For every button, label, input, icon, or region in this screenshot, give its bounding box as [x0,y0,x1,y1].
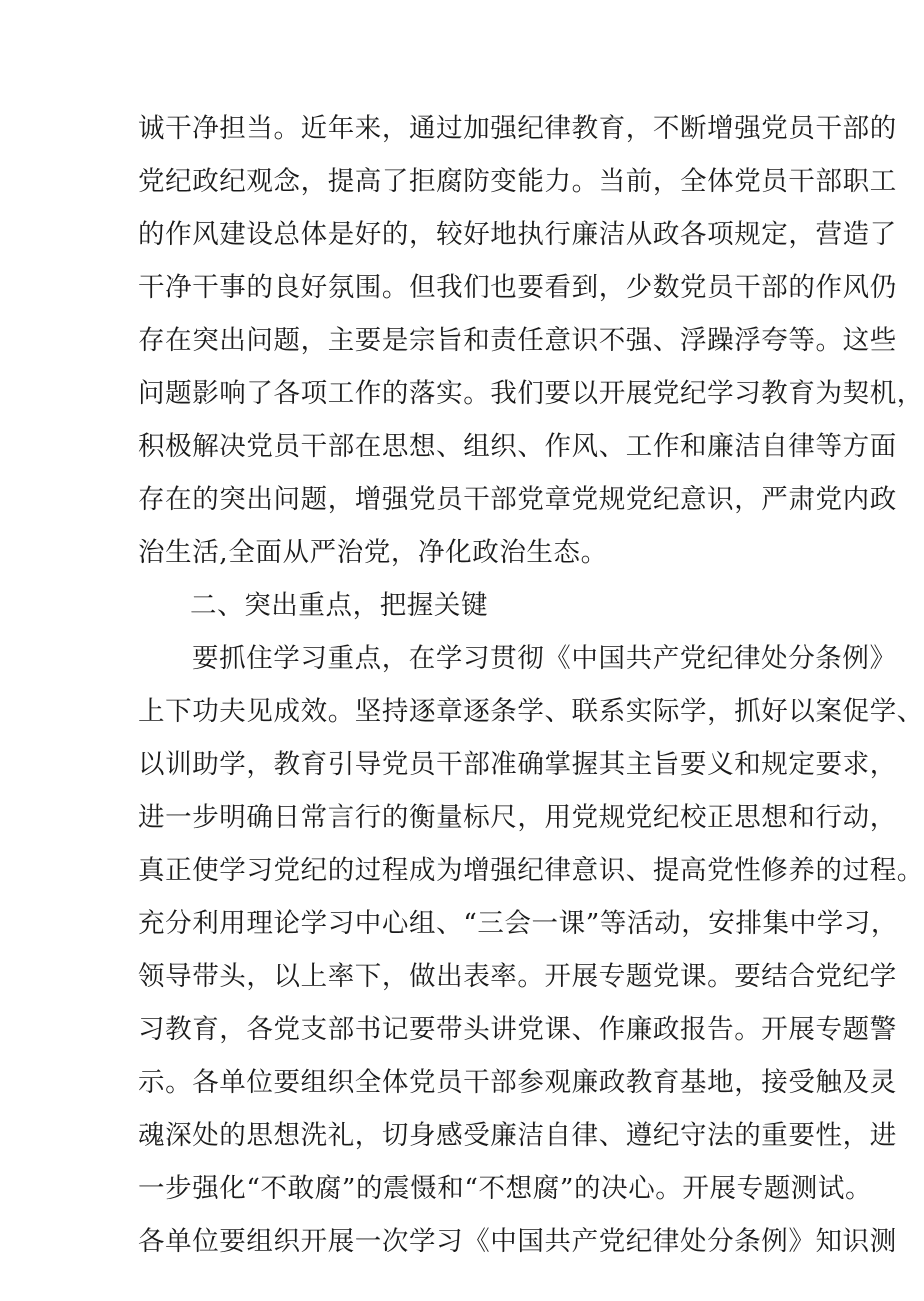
text-line: 示。各单位要组织全体党员干部参观廉政教育基地，接受触及灵 [138,1067,897,1098]
text-line: 充分利用理论学习中心组、“三会一课”等活动，安排集中学习， [138,908,898,939]
text-line: 问题影响了各项工作的落实。我们要以开展党纪学习教育为契机， [138,378,924,409]
text-line: 积极解决党员干部在思想、组织、作风、工作和廉洁自律等方面 [138,431,897,462]
text-line: 要抓住学习重点，在学习贯彻《中国共产党纪律处分条例》 [192,643,897,674]
text-line: 治生活,全面从严治党，净化政治生态。 [138,537,608,568]
text-line: 魂深处的思想洗礼，切身感受廉洁自律、遵纪守法的重要性，进 [138,1120,897,1151]
section-heading: 二、突出重点，把握关键 [190,590,489,621]
text-line: 上下功夫见成效。坚持逐章逐条学、联系实际学，抓好以案促学、 [138,696,924,727]
text-line: 习教育，各党支部书记要带头讲党课、作廉政报告。开展专题警 [138,1014,897,1045]
text-line: 领导带头，以上率下，做出表率。开展专题党课。要结合党纪学 [138,961,897,992]
text-line: 存在的突出问题，增强党员干部党章党规党纪意识，严肃党内政 [138,484,897,515]
text-line: 存在突出问题，主要是宗旨和责任意识不强、浮躁浮夸等。这些 [138,325,897,356]
text-line: 的作风建设总体是好的，较好地执行廉洁从政各项规定，营造了 [138,219,897,250]
text-line: 党纪政纪观念，提高了拒腐防变能力。当前，全体党员干部职工 [138,166,897,197]
text-line: 干净干事的良好氛围。但我们也要看到，少数党员干部的作风仍 [138,272,897,303]
text-line: 一步强化“不敢腐”的震慑和“不想腐”的决心。开展专题测试。 [138,1173,873,1204]
text-line: 以训助学，教育引导党员干部准确掌握其主旨要义和规定要求， [138,749,897,780]
text-line: 进一步明确日常言行的衡量标尺，用党规党纪校正思想和行动， [138,802,897,833]
text-line: 真正使学习党纪的过程成为增强纪律意识、提高党性修养的过程。 [138,855,924,886]
text-line: 各单位要组织开展一次学习《中国共产党纪律处分条例》知识测 [138,1226,897,1257]
text-line: 诚干净担当。近年来，通过加强纪律教育，不断增强党员干部的 [138,113,897,144]
